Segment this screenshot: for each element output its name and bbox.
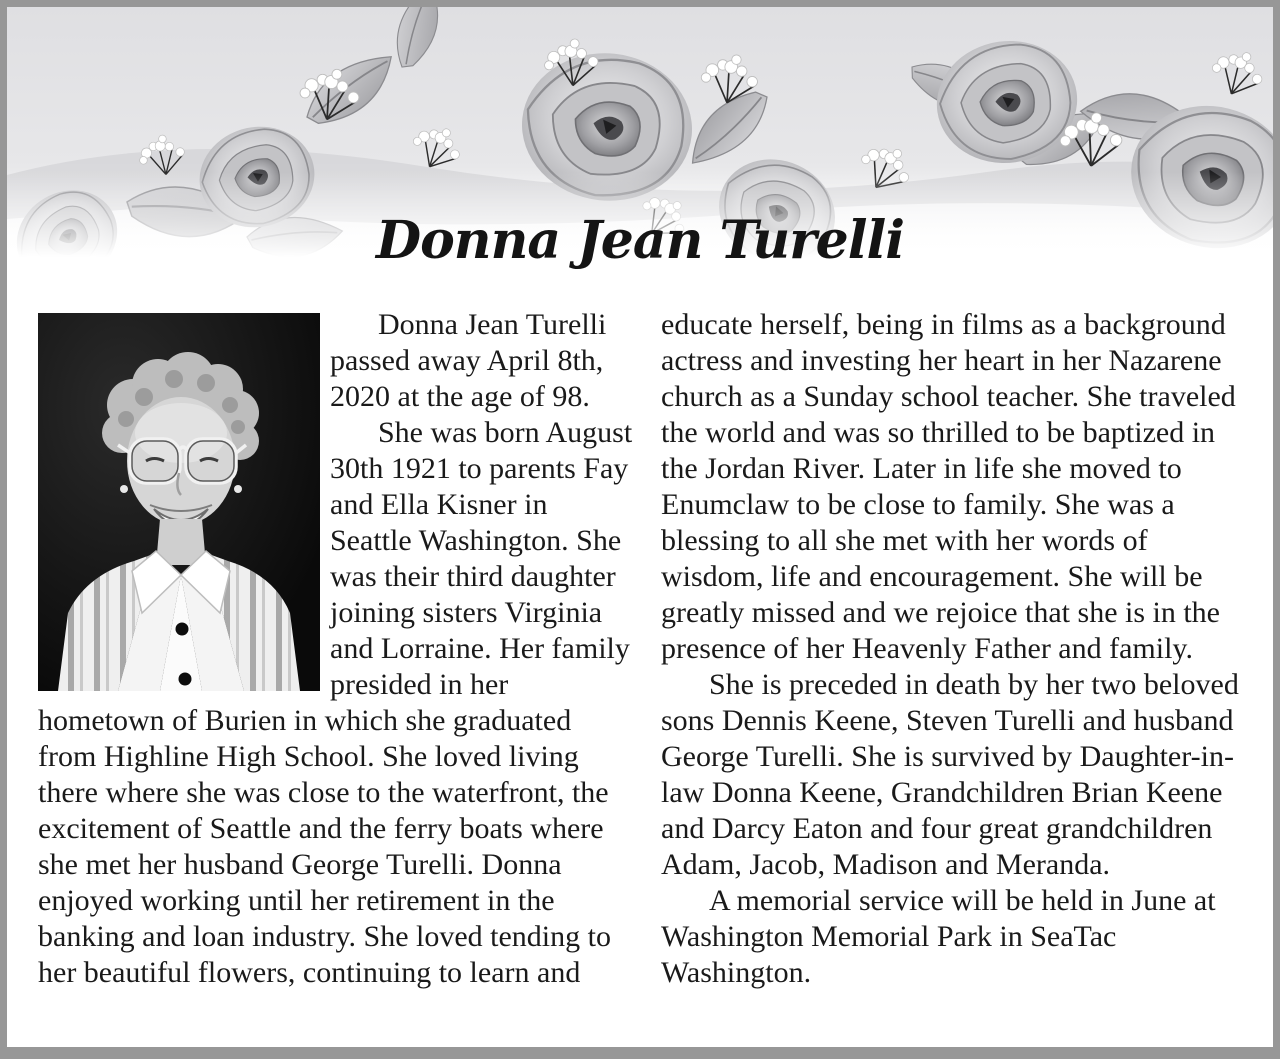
article-column-right	[661, 307, 1247, 991]
floral-header	[7, 7, 1273, 307]
obituary-paragraph: Donna Jean Turelli passed away April 8th, 2020 at the age of 98.	[330, 308, 607, 413]
obituary-paragraph: She was born August 30th 1921 to parents Fay and Ella Kisner in Seattle Washington. She was their third daughter joining sisters Virginia and Lorraine. Her family presided in her hometown of Burien in which she graduated from Highline High School. She loved living there where she was close to the waterfront, the excitement of Seattle and the ferry boats where she met her husband George Turelli. Donna enjoyed working until her retirement in the banking and loan industry. She loved tending to her beautiful flowers, continuing to learn and	[38, 416, 633, 989]
obituary-paragraph: A memorial service will be held in June at Washington Memorial Park in SeaTac Washington.	[661, 884, 1216, 989]
obituary-paragraph: educate herself, being in films as a background actress and investing her heart in her Nazarene church as a Sunday school teacher. She traveled the world and was so thrilled to be baptized in the Jordan River. Later in life she moved to Enumclaw to be close to family. She was a blessing to all she met with her words of wisdom, life and encouragement. She will be greatly missed and we rejoice that she is in the presence of her Heavenly Father and family.	[661, 308, 1236, 665]
obituary-paragraph: She is preceded in death by her two beloved sons Dennis Keene, Steven Turelli and husband George Turelli. She is survived by Daughter-in-law Donna Keene, Grandchildren Brian Keene and Darcy Eaton and four great grandchildren Adam, Jacob, Madison and Meranda.	[661, 668, 1239, 881]
page-title: Donna Jean Turelli	[376, 210, 904, 271]
article-column-left	[38, 307, 634, 991]
portrait-photo	[38, 313, 320, 691]
obituary-article	[7, 307, 1273, 991]
